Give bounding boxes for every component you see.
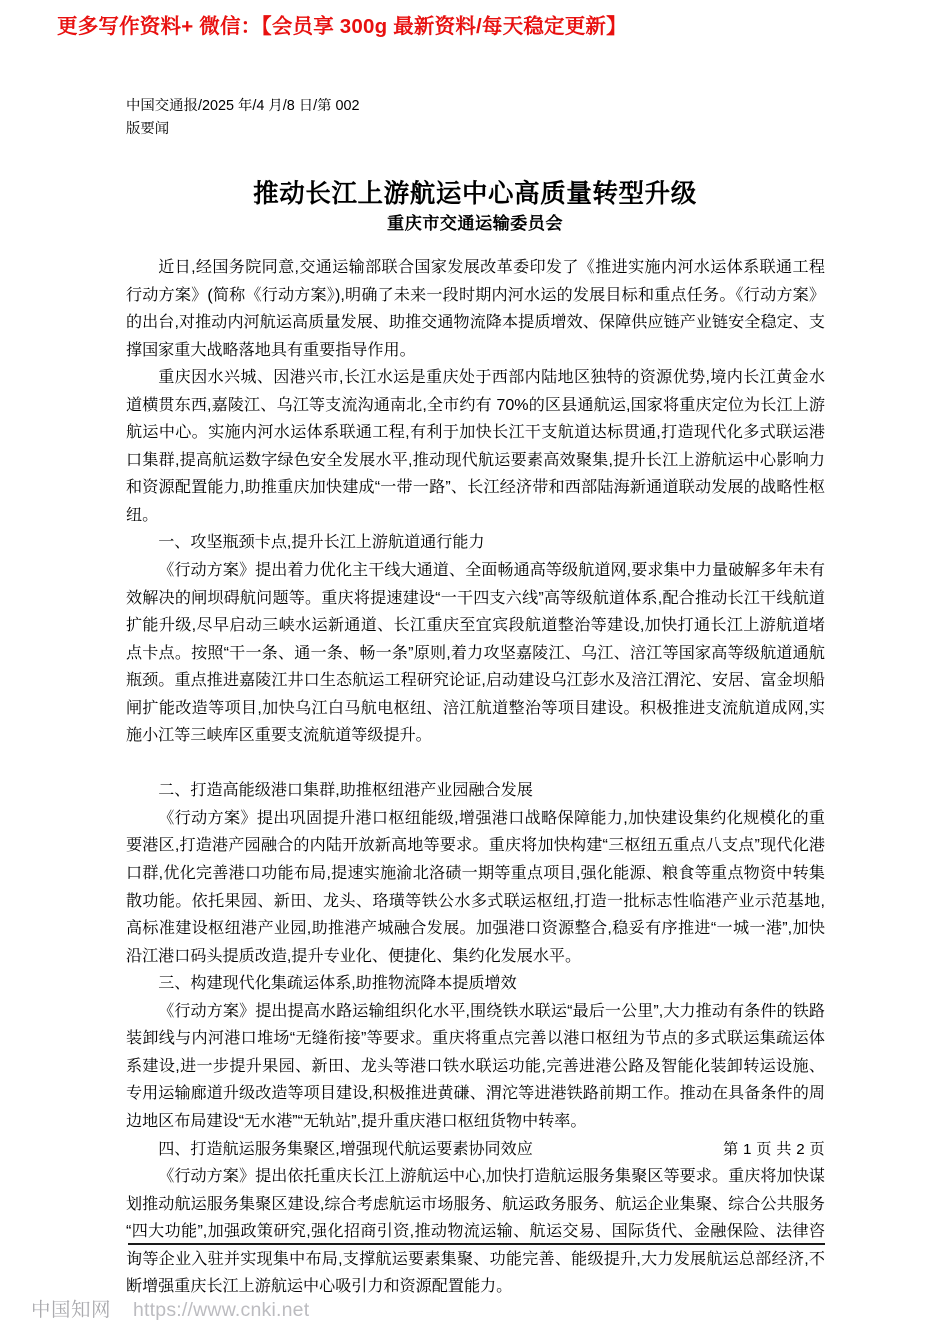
article-paragraph: 《行动方案》提出提高水路运输组织化水平,围绕铁水联运“最后一公里”,大力推动有条件的铁路装卸线与内河港口堆场“无缝衔接”等要求。重庆将重点完善以港口枢纽为节点的多式联运集疏运体系建设,进一步提升果园、新田、龙头等港口铁水联运功能,完善进港公路及智能化装卸转运设施、专用运输廊道升级改造等项目建设,积极推进黄磏、渭沱等进港铁路前期工作。推动在具备条件的周边地区布局建设“无水港”“无轨站”,提升重庆港口枢纽货物中转率。 [126,1001,825,1130]
cnki-footer [31,1294,309,1322]
article-section-heading: 二、打造高能级港口集群,助推枢纽港产业园融合发展 [158,781,533,800]
page-number: 第 1 页 共 2 页 [722,1141,825,1158]
article-section-heading: 三、构建现代化集疏运体系,助推物流降本提质增效 [158,974,517,993]
article-section-heading: 一、攻坚瓶颈卡点,提升长江上游航道通行能力 [158,533,485,552]
article-paragraph: 《行动方案》提出着力优化主干线大通道、全面畅通高等级航道网,要求集中力量破解多年未有效解决的闸坝碍航问题等。重庆将提速建设“一干四支六线”高等级航道体系,配合推动长江干线航道扩能升级,尽早启动三峡水运新通道、长江重庆至宜宾段航道整治等建设,加快打通长江上游航道堵点卡点。按照“干一条、通一条、畅一条”原则,着力攻坚嘉陵江、乌江、涪江等国家高等级航道通航瓶颈。重点推进嘉陵江井口生态航运工程研究论证,启动建设乌江彭水及涪江渭沱、安居、富金坝船闸扩能改造等项目,加快乌江白马航电枢纽、涪江航道整治等项目建设。积极推进支流航道成网,实施小江等三峡库区重要支流航道等级提升。 [126,561,825,745]
article-paragraph: 《行动方案》提出依托重庆长江上游航运中心,加快打造航运服务集聚区等要求。重庆将加快谋划推动航运服务集聚区建设,综合考虑航运市场服务、航运政务服务、航运企业集聚、综合公共服务“四大功能”,加强政策研究,强化招商引资,推动物流运输、航运交易、国际货代、金融保险、法律咨询等企业入驻并实现集中布局,支撑航运要素集聚、功能完善、能级提升,大力发展航运总部经济,不断增强重庆长江上游航运中心吸引力和资源配置能力。 [126,1167,825,1296]
article-paragraph: 近日,经国务院同意,交通运输部联合国家发展改革委印发了《推进实施内河水运体系联通工程行动方案》(简称《行动方案》),明确了未来一段时期内河水运的发展目标和重点任务。《行动方案》的出台,对推动内河航运高质量发展、助推交通物流降本提质增效、保障供应链产业链安全稳定、支撑国家重大战略落地具有重要指导作用。 [126,258,825,359]
cnki-brand-label: 中国知网 [31,1299,112,1321]
masthead-section-line: 版要闻 [126,121,170,138]
masthead-meta [126,95,646,142]
cnki-url-label: https://www.cnki.net [133,1299,310,1321]
masthead-source-line: 中国交通报/2025 年/4 月/8 日/第 002 [126,98,360,114]
promo-banner-text: 更多写作资料+ 微信：【会员享 300g 最新资料/每天稳定更新】 [57,15,627,38]
article-paragraph: 重庆因水兴城、因港兴市,长江水运是重庆处于西部内陆地区独特的资源优势,境内长江黄金水道横贯东西,嘉陵江、乌江等支流沟通南北,全市约有 70%的区县通航运,国家将重庆定位为长江上游航运中心。实施内河水运体系联通工程,有利于加快长江干支航道达标贯通,打造现代化多式联运港口集群,提高航运数字绿色安全发展水平,推动现代航运要素高效聚集,提升长江上游航运中心影响力和资源配置能力,助推重庆加快建成“一带一路”、长江经济带和西部陆海新通道联动发展的战略性枢纽。 [126,368,825,524]
article-paragraph: 《行动方案》提出巩固提升港口枢纽能级,增强港口战略保障能力,加快建设集约化规模化的重要港区,打造港产园融合的内陆开放新高地等要求。重庆将加快构建“三枢纽五重点八支点”现代化港口群,优化完善港口功能布局,提速实施渝北洛碛一期等重点项目,强化能源、粮食等重点物资中转集散功能。依托果园、新田、龙头、珞璜等铁公水多式联运枢纽,打造一批标志性临港产业示范基地,高标准建设枢纽港产业园,助推港产城融合发展。加强港口资源整合,稳妥有序推进“一城一港”,加快沿江港口码头提质改造,提升专业化、便捷化、集约化发展水平。 [126,808,825,965]
article-headline: 推动长江上游航运中心高质量转型升级 [253,180,697,209]
article-byline: 重庆市交通运输委员会 [387,213,563,233]
article-section-heading: 四、打造航运服务集聚区,增强现代航运要素协同效应 [158,1139,533,1158]
footer-divider [128,1243,825,1245]
